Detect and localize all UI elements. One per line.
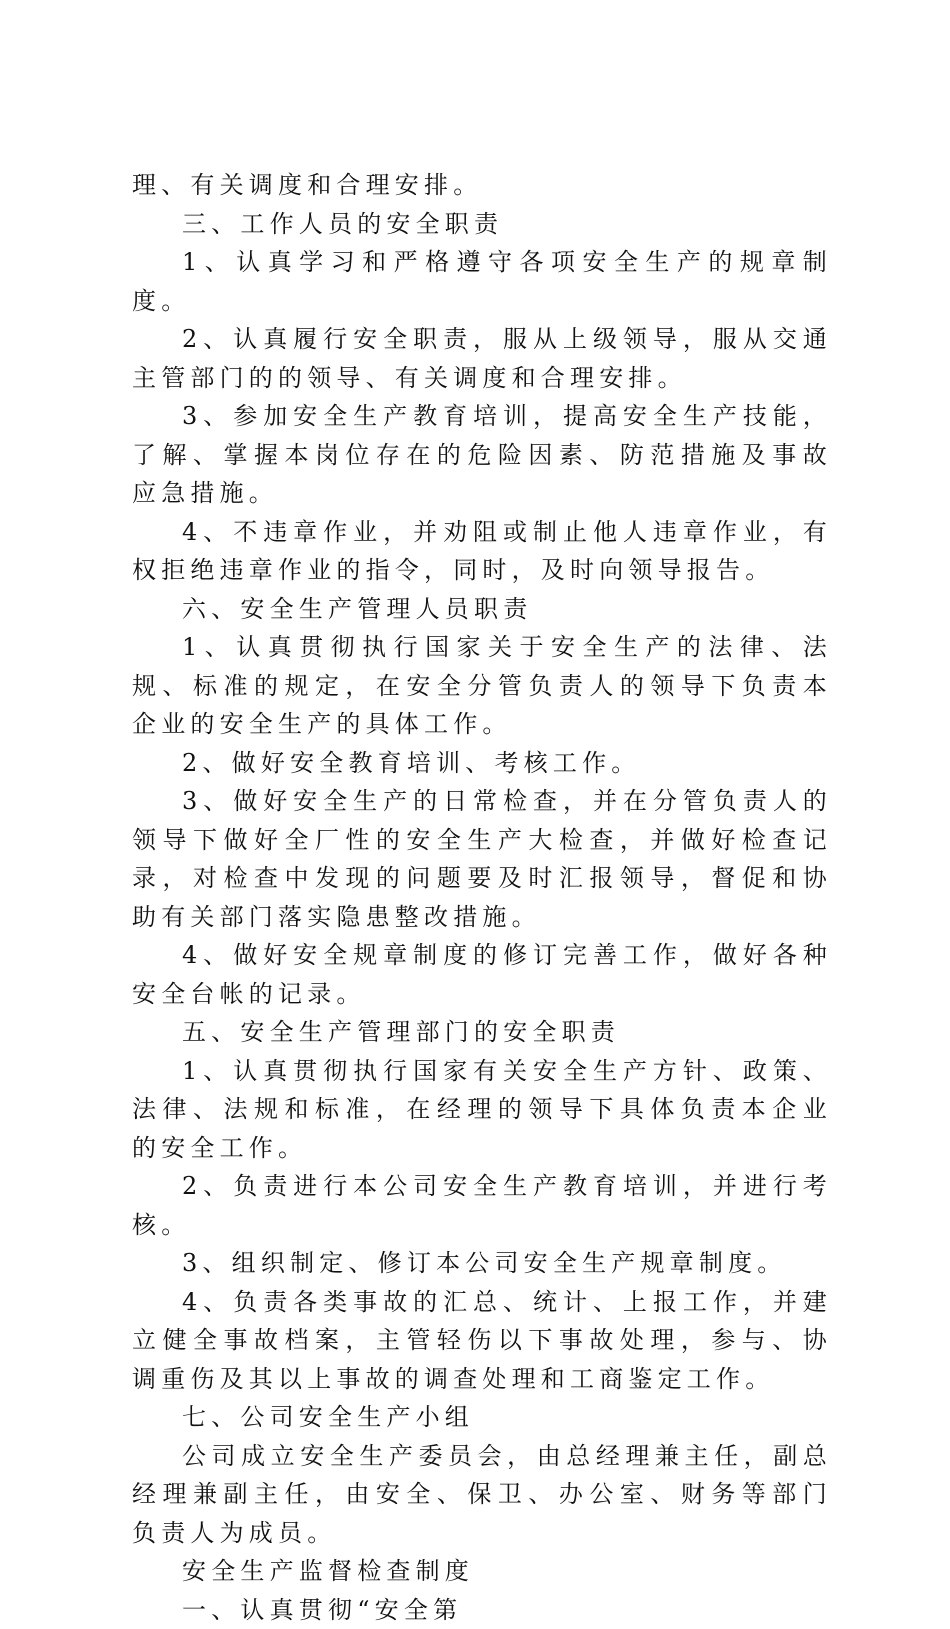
document-body (132, 166, 832, 1629)
paragraph: 一、认真贯彻“安全第 (132, 1591, 832, 1629)
section-heading: 安全生产监督检查制度 (132, 1552, 832, 1591)
paragraph: 1、认真学习和严格遵守各项安全生产的规章制度。 (132, 243, 832, 320)
paragraph: 3、做好安全生产的日常检查，并在分管负责人的领导下做好全厂性的安全生产大检查，并做好检查记录，对检查中发现的问题要及时汇报领导，督促和协助有关部门落实隐患整改措施。 (132, 782, 832, 936)
paragraph: 3、组织制定、修订本公司安全生产规章制度。 (132, 1244, 832, 1283)
section-heading: 六、安全生产管理人员职责 (132, 590, 832, 629)
paragraph: 公司成立安全生产委员会，由总经理兼主任，副总经理兼副主任，由安全、保卫、办公室、财务等部门负责人为成员。 (132, 1437, 832, 1553)
section-heading: 七、公司安全生产小组 (132, 1398, 832, 1437)
paragraph: 4、做好安全规章制度的修订完善工作，做好各种安全台帐的记录。 (132, 936, 832, 1013)
paragraph: 3、参加安全生产教育培训，提高安全生产技能，了解、掌握本岗位存在的危险因素、防范措施及事故应急措施。 (132, 397, 832, 513)
paragraph: 1、认真贯彻执行国家关于安全生产的法律、法规、标准的规定，在安全分管负责人的领导下负责本企业的安全生产的具体工作。 (132, 628, 832, 744)
paragraph: 4、不违章作业，并劝阻或制止他人违章作业，有权拒绝违章作业的指令，同时，及时向领导报告。 (132, 513, 832, 590)
section-heading: 三、工作人员的安全职责 (132, 205, 832, 244)
paragraph: 2、做好安全教育培训、考核工作。 (132, 744, 832, 783)
paragraph: 理、有关调度和合理安排。 (132, 166, 832, 205)
paragraph: 4、负责各类事故的汇总、统计、上报工作，并建立健全事故档案，主管轻伤以下事故处理，参与、协调重伤及其以上事故的调查处理和工商鉴定工作。 (132, 1283, 832, 1399)
paragraph: 2、负责进行本公司安全生产教育培训，并进行考核。 (132, 1167, 832, 1244)
paragraph: 2、认真履行安全职责，服从上级领导，服从交通主管部门的的领导、有关调度和合理安排。 (132, 320, 832, 397)
paragraph: 1、认真贯彻执行国家有关安全生产方针、政策、法律、法规和标准，在经理的领导下具体负责本企业的安全工作。 (132, 1052, 832, 1168)
section-heading: 五、安全生产管理部门的安全职责 (132, 1013, 832, 1052)
